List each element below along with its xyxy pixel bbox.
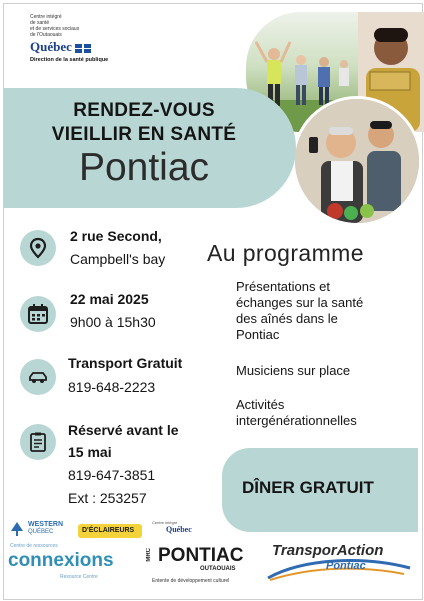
connexions-logo: connexions	[8, 550, 114, 571]
transport-phone: 819-648-2223	[68, 379, 156, 395]
program-item3-line2: intergénérationnelles	[236, 413, 357, 428]
transporaction-text: TransporAction	[272, 542, 384, 559]
address-line2: Campbell's bay	[70, 251, 166, 267]
logo-quebec: Québec	[30, 39, 72, 54]
reserve-line1: Réservé avant le	[68, 422, 179, 438]
program-item-musicians: Musiciens sur place	[236, 363, 351, 378]
reserve-phone: 819-647-3851	[68, 467, 156, 483]
clipboard-icon	[20, 424, 56, 460]
cisss-small-logo	[152, 520, 222, 534]
event-title-line2: VIEILLIR EN SANTÉ	[51, 124, 237, 145]
free-lunch-text: DÎNER GRATUIT	[242, 478, 374, 497]
entente-text: Entente de développement culturel	[152, 578, 230, 584]
transporaction-pontiac-text: Pontiac	[326, 560, 366, 572]
tree-icon	[10, 522, 24, 536]
event-date: 22 mai 2025	[70, 291, 149, 307]
cisss-small-text: Centre intégré	[152, 520, 178, 525]
program-item-presentations	[236, 279, 406, 343]
car-icon	[20, 359, 56, 395]
program-item1-line2: échanges sur la santé	[236, 295, 364, 310]
transport-title: Transport Gratuit	[68, 355, 183, 371]
event-location-title: Pontiac	[78, 146, 210, 189]
eclaireurs-text: D'ÉCLAIREURS	[82, 527, 135, 534]
event-title-line1: RENDEZ-VOUS	[73, 100, 215, 121]
logo-line1: Centre intégré	[30, 14, 62, 20]
location-pin-icon	[20, 230, 56, 266]
western-quebec-text: QUÉBEC	[28, 529, 54, 535]
logo-department: Direction de la santé publique	[30, 57, 109, 63]
reserve-extension: Ext : 253257	[68, 490, 147, 506]
pontiac-logo: PONTIAC	[158, 545, 244, 566]
eclaireurs-logo	[78, 524, 142, 538]
connexions-caption: Centre de ressources	[10, 543, 58, 549]
program-item1-line4: Pontiac	[236, 327, 280, 342]
program-item1-line3: des aînés dans le	[236, 311, 338, 326]
cisss-logo	[30, 14, 130, 63]
transporaction-logo	[264, 538, 414, 582]
program-item3-line1: Activités	[236, 397, 285, 412]
seniors-selfie-image	[295, 99, 419, 223]
program-item-activities	[236, 397, 406, 429]
reserve-line2: 15 mai	[68, 444, 112, 460]
logo-line2: de santé	[30, 20, 50, 26]
program-heading: Au programme	[207, 240, 364, 266]
outaouais-text: OUTAOUAIS	[200, 566, 236, 572]
program-item1-line1: Présentations et	[236, 279, 330, 294]
selfie-photo	[292, 96, 422, 226]
calendar-icon	[20, 296, 56, 332]
quebec-flag-icon	[75, 44, 91, 53]
free-lunch-banner	[222, 448, 418, 532]
logo-line3: et de services sociaux	[30, 26, 80, 32]
mrc-text: MRC	[146, 548, 152, 562]
cisss-small-quebec: Québec	[166, 525, 192, 534]
connexions-subcaption: Resource Centre	[60, 574, 98, 580]
western-text: WESTERN	[28, 521, 63, 528]
event-hours: 9h00 à 15h30	[70, 314, 156, 330]
logo-line4: de l'Outaouais	[30, 32, 62, 38]
address-line1: 2 rue Second,	[70, 228, 162, 244]
